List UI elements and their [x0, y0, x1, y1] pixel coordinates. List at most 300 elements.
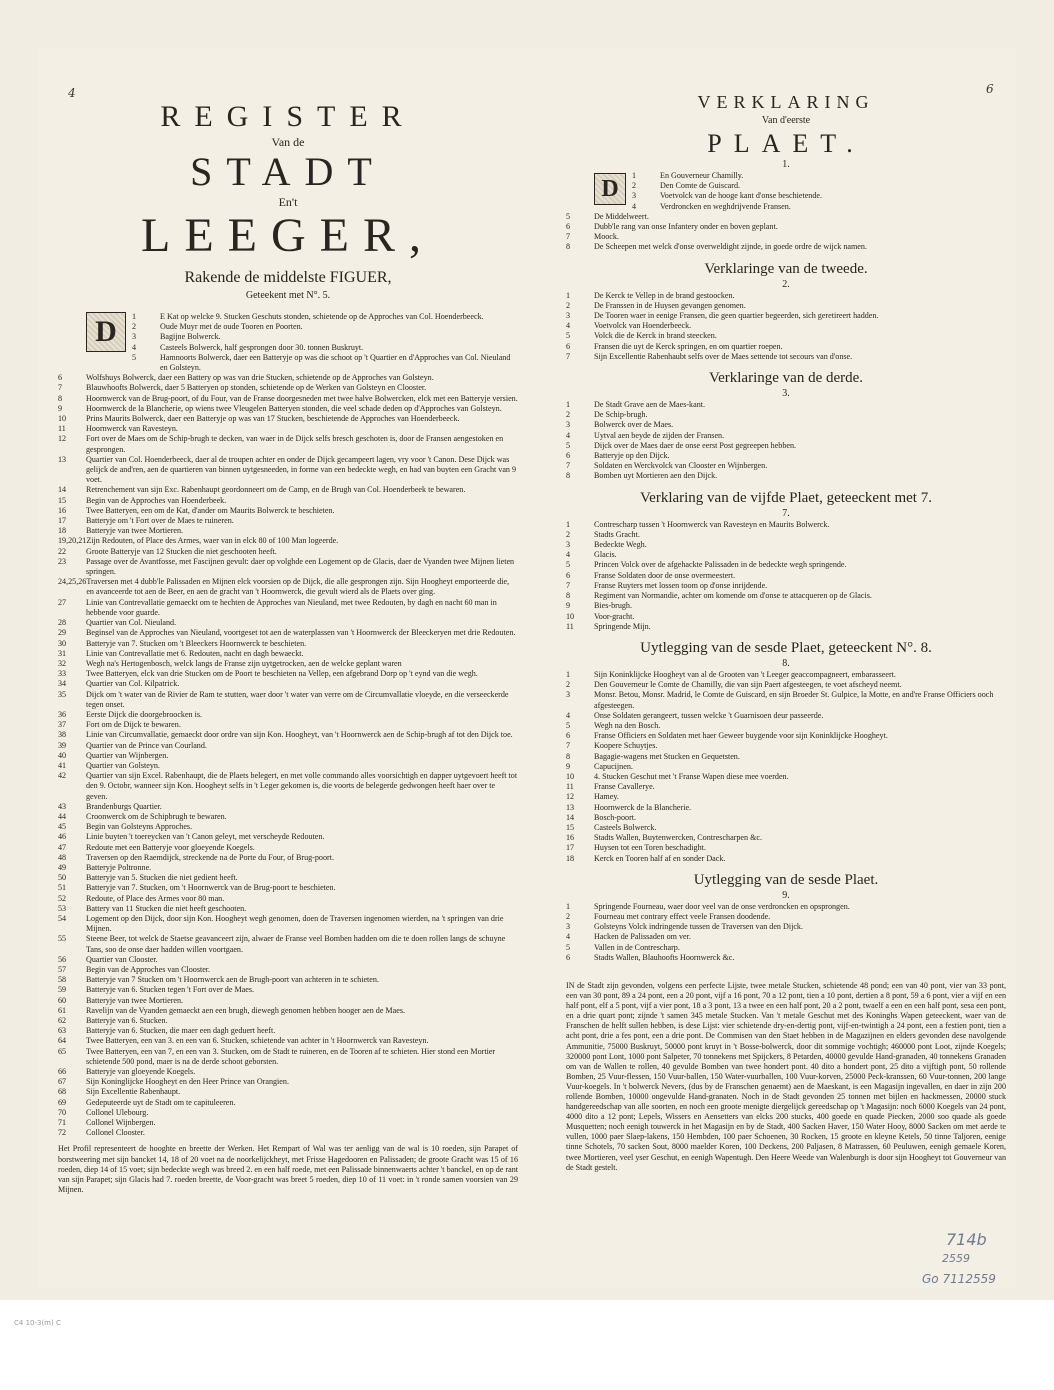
register-title-ent: En't: [278, 195, 298, 209]
section-2-list: [566, 291, 1006, 362]
register-title-van: Van de: [271, 135, 305, 149]
item-text: Battery van 11 Stucken die niet heeft geschooten.: [86, 903, 247, 913]
item-text: En Gouverneur Chamilly.: [660, 171, 744, 180]
item-text: Wegh na's Hertogenbosch, welck langs de Franse zijn uytgetrocken, aen de welcke geplant waren: [86, 658, 402, 668]
item-text: Fransen die uyt de Kerck springen, en om quartier roepen.: [594, 341, 783, 351]
item-text: Batteryje om 't Fort over de Maes te ruineren.: [86, 516, 234, 526]
list-item: [632, 202, 1006, 212]
item-text: Groote Batteryje van 12 Stucken die niet geschooten heeft.: [86, 546, 277, 556]
item-number: 7: [58, 383, 63, 393]
item-number: 8: [566, 242, 571, 252]
item-number: 11: [566, 621, 574, 631]
item-number: 10: [566, 611, 575, 621]
item-text: Quartier van Wijnbergen.: [86, 750, 169, 760]
item-text: Wolfshuys Bolwerck, daer een Battery op was van drie Stucken, schietende op de Approches van Golsteyn.: [86, 373, 434, 383]
item-text: Bomben uyt Mortieren aen den Dijck.: [594, 471, 718, 481]
handwritten-annotation-2: 2559: [942, 1252, 970, 1265]
item-text: Linie van Circumvallatie, gemaeckt door ordre van sijn Kon. Hoogheyt, van 't Hoornwerck aen de Schip-brugh af tot den Dijck toe.: [86, 730, 513, 740]
item-number: 42: [58, 771, 67, 781]
item-text: Quartier van sijn Excel. Rabenhaupt, die de Plaets belegert, en met volle commando alles voorsichtigh en dapper uytgevoert heeft tot den 9. Octobr, wanneer sijn Kon. Hoogheyt selfs in 't Leger gekomen is, die voorts de belegerde gedwongen heeft haer over te geven.: [86, 771, 518, 801]
list-item: [566, 301, 1006, 311]
item-number: 66: [58, 1067, 67, 1077]
item-number: 3: [132, 332, 137, 342]
item-number: 64: [58, 1036, 67, 1046]
list-item: [566, 520, 1006, 530]
item-number: 6: [566, 731, 571, 741]
item-text: Passage over de Avantfosse, met Fascijnen gevult: daer op volghde een Logement op de Glacis, daer de Vyanden twee Mijnen lieten springen.: [86, 556, 515, 577]
list-item: [58, 669, 518, 679]
item-number: 1: [132, 312, 137, 321]
item-number: 62: [58, 1016, 67, 1026]
list-item: [566, 471, 1006, 481]
list-item: [58, 812, 518, 822]
item-text: Linie buyten 't toereycken van 't Canon geleyt, met verscheyde Redouten.: [86, 832, 325, 842]
item-number: 11: [58, 424, 66, 434]
list-item: [566, 581, 1006, 591]
item-text: Dijck over de Maes daer de onse eerst Post gegreepen hebben.: [594, 440, 797, 450]
item-number: 12: [566, 792, 575, 802]
item-number: 5: [566, 560, 571, 570]
list-item: [58, 485, 518, 495]
list-item: [566, 680, 1006, 690]
section-1-list: [566, 171, 1006, 253]
item-text: Bosch-poort.: [594, 812, 637, 822]
list-item: [58, 577, 518, 597]
list-item: [58, 618, 518, 628]
item-text: De Stadt Grave aen de Maes-kant.: [594, 400, 706, 410]
list-item: [58, 1047, 518, 1067]
section-3-list: [566, 400, 1006, 482]
item-text: Eerste Dijck die doorgebroocken is.: [86, 709, 203, 719]
list-item: [58, 659, 518, 669]
item-text: Begin van Golsteyns Approches.: [86, 822, 193, 832]
item-number: 8: [566, 591, 571, 601]
item-number: 11: [566, 782, 574, 792]
list-item: [566, 772, 1006, 782]
item-text: Collonel Ulebourg.: [86, 1107, 149, 1117]
item-number: 5: [132, 352, 137, 362]
list-item: [132, 332, 518, 342]
list-item: [566, 400, 1006, 410]
item-text: Batteryje van 7 Stucken om 't Hoornwerck aen de Brugh-poort van achteren in te schieten.: [86, 975, 379, 985]
register-column: [58, 48, 518, 1195]
item-text: Batteryje van 5. Stucken die niet gedient heeft.: [86, 873, 238, 883]
item-text: Blauwhoofts Bolwerck, daer 5 Batteryen op stonden, schietende op de Werken van Golsteyn en Clooster.: [86, 383, 427, 393]
item-text: Soldaten en Werckvolck van Clooster en Wijnbergen.: [594, 461, 768, 471]
section-1-number: 1.: [782, 159, 790, 170]
verklaring-title-plaet: PLAET.: [707, 129, 865, 158]
item-number: 37: [58, 720, 67, 730]
list-item: [58, 526, 518, 536]
list-item: [566, 232, 1006, 242]
item-text: Logement op den Dijck, door sijn Kon. Hoogheyt wegh genomen, doen de Traversen ingenomen wierden, na 't springen van drie Mijnen.: [86, 913, 504, 934]
item-number: 19,20,21: [58, 536, 87, 546]
list-item: [58, 679, 518, 689]
item-number: 9: [566, 761, 571, 771]
item-text: Hoornwerck van de Brug-poort, of du Four, van de Franse doorgesneden met twee halve Bolwercken, elck met een Batteryje versien.: [86, 393, 518, 403]
section-3-title: Verklaringe van de derde.: [708, 370, 864, 387]
item-number: 2: [566, 680, 571, 690]
item-text: Voor-gracht.: [594, 611, 635, 621]
item-text: Croonwerck om de Schipbrugh te bewaren.: [86, 811, 227, 821]
list-item: [566, 571, 1006, 581]
item-number: 3: [566, 690, 571, 700]
item-number: 45: [58, 822, 67, 832]
item-text: Wegh na den Bosch.: [594, 720, 661, 730]
item-text: 4. Stucken Geschut met 't Franse Wapen diese mee voerden.: [594, 771, 789, 781]
item-text: E Kat op welcke 9. Stucken Geschuts stonden, schietende op de Approches van Col. Hoenderbeeck.: [160, 312, 484, 321]
item-number: 31: [58, 648, 67, 658]
list-item: [58, 822, 518, 832]
item-number: 38: [58, 730, 67, 740]
list-item: [58, 1036, 518, 1046]
item-text: Hoornwerck van Ravesteyn.: [86, 424, 178, 434]
item-number: 9: [566, 601, 571, 611]
item-number: 59: [58, 985, 67, 995]
item-number: 27: [58, 597, 67, 607]
item-number: 4: [132, 342, 137, 352]
item-text: De Middelweert.: [594, 211, 649, 221]
item-text: Quartier van Col. Nieuland.: [86, 618, 177, 628]
list-item: [566, 331, 1006, 341]
item-number: 56: [58, 954, 67, 964]
item-number: 39: [58, 740, 67, 750]
list-item: [58, 1026, 518, 1036]
list-item: [566, 311, 1006, 321]
item-text: Den Gouverneur le Comte de Chamilly, die van sijn Paert afgesteegen, te voet afscheyd neemt.: [594, 680, 902, 690]
item-text: Fourneau met contrary effect veele Fransen doodende.: [594, 911, 771, 921]
item-number: 1: [566, 519, 571, 529]
item-text: Bies-brugh.: [594, 601, 632, 611]
item-text: Bagagie-wagens met Stucken en Gequetsten.: [594, 751, 740, 761]
item-number: 72: [58, 1128, 67, 1138]
item-text: Sijn Koninklijcke Hoogheyt van al de Grooten van 't Leeger geaccompagneert, embarasseert.: [594, 669, 896, 679]
list-item: [566, 943, 1006, 953]
list-item: [58, 730, 518, 740]
item-number: 15: [566, 822, 575, 832]
item-number: 47: [58, 842, 67, 852]
item-number: 6: [566, 952, 571, 962]
item-number: 8: [566, 471, 571, 481]
item-text: Fort over de Maes om de Schip-brugh te decken, van waer in de Dijck selfs bresch geschoten is, door de Fransen aengestoken en gesprongen.: [86, 434, 504, 454]
list-item: [58, 1016, 518, 1026]
list-item: [566, 813, 1006, 823]
item-number: 23: [58, 556, 67, 566]
list-item: [58, 1006, 518, 1016]
item-number: 14: [58, 485, 67, 495]
item-text: De Kerck te Vellep in de brand gestoocken.: [594, 290, 735, 300]
item-number: 6: [566, 341, 571, 351]
handwritten-annotation-1: 714b: [946, 1230, 987, 1249]
item-number: 7: [566, 232, 571, 242]
item-number: 30: [58, 638, 67, 648]
item-text: Batteryje van twee Mortieren.: [86, 526, 184, 536]
list-item: [58, 1077, 518, 1087]
item-text: De Tooren waer in eenige Fransen, die geen quartier begeerden, sich geretireert hadden.: [594, 311, 879, 321]
list-item: [58, 1087, 518, 1097]
item-number: 41: [58, 760, 67, 770]
item-text: Franse Officiers en Soldaten met haer Geweer buygende voor sijn Koninklijcke Hoogheyt.: [594, 731, 888, 741]
list-item: [58, 771, 518, 802]
item-text: Princen Volck over de afgehackte Palissaden in de bedeckte wegh springende.: [594, 560, 847, 570]
item-text: Springende Fourneau, waer door veel van de onse verdroncken en opsprongen.: [594, 901, 850, 911]
item-number: 1: [566, 901, 571, 911]
list-item: [566, 953, 1006, 963]
item-text: Kerck en Tooren half af en sonder Dack.: [594, 853, 726, 863]
item-number: 7: [566, 580, 571, 590]
item-number: 4: [566, 550, 571, 560]
item-text: Stadts Wallen, Blauhoofts Hoornwerck &c.: [594, 952, 735, 962]
item-number: 7: [566, 461, 571, 471]
list-item: [58, 985, 518, 995]
item-text: Moock.: [594, 232, 619, 242]
item-text: Collonel Clooster.: [86, 1128, 145, 1138]
item-text: Batteryje van gloeyende Koegels.: [86, 1067, 196, 1077]
verklaring-column: [566, 48, 1006, 1173]
item-text: Linie van Contrevallatie gemaeckt om te hechten de Approches van Nieuland, met twee Redouten, by dagh en nacht 60 man in hebbende voor guarde.: [86, 597, 497, 617]
list-item: [58, 547, 518, 557]
section-5-number: 8.: [782, 657, 790, 669]
list-item: [566, 530, 1006, 540]
item-text: Oude Muyr met de oude Tooren en Poorten.: [160, 322, 303, 332]
item-number: 4: [566, 430, 571, 440]
item-number: 2: [566, 300, 571, 310]
item-text: Begin van de Approches van Clooster.: [86, 965, 211, 974]
section-3-number: 3.: [782, 388, 790, 400]
item-number: 67: [58, 1077, 67, 1087]
item-number: 6: [58, 373, 63, 383]
item-text: Glacis.: [594, 550, 617, 560]
list-item: [566, 291, 1006, 301]
item-number: 28: [58, 618, 67, 628]
item-number: 18: [58, 526, 67, 536]
list-item: [566, 352, 1006, 362]
list-item: [566, 591, 1006, 601]
item-number: 6: [566, 222, 571, 232]
item-text: Redoute met een Batteryje voor gloeyende Koegels.: [86, 842, 255, 852]
list-item: [58, 741, 518, 751]
item-text: Bedeckte Wegh.: [594, 540, 647, 550]
list-item: [58, 404, 518, 414]
item-number: 7: [566, 741, 571, 751]
item-text: Fort om de Dijck te bewaren.: [86, 720, 181, 730]
item-number: 5: [566, 440, 571, 450]
list-item: [58, 802, 518, 812]
list-item: [58, 394, 518, 404]
item-text: Dijck om 't water van de Rivier de Ram te stutten, waer door 't water van verre om de Circumvallatie vloeyde, en die verseeckerde tegen onset.: [86, 689, 509, 709]
item-text: De Franssen in de Huysen gevangen genomen.: [594, 300, 746, 310]
list-item: [58, 720, 518, 730]
section-2-title: Verklaringe van de tweede.: [704, 260, 868, 277]
list-item: [58, 832, 518, 842]
item-text: Bagijne Bolwerck.: [160, 332, 221, 342]
list-item: [566, 321, 1006, 331]
item-number: 55: [58, 934, 67, 944]
item-text: Linie van Contrevallatie met 6. Redouten, nacht en dagh bewaeckt.: [86, 648, 304, 658]
item-number: 13: [58, 454, 67, 464]
item-text: Twee Batteryen, een van 7, en een van 3. Stucken, om de Stadt te ruineren, en de Tooren af te schieten. Hier stond een Mortier schietende 500 pond, maer is na de derde schoot geborsten.: [86, 1046, 496, 1066]
item-number: 35: [58, 689, 67, 699]
item-text: Batteryje van 6. Stucken, die maer een dagh geduert heeft.: [86, 1026, 276, 1036]
item-text: Quartier van Col. Kilpatrick.: [86, 679, 180, 689]
item-number: 65: [58, 1046, 67, 1056]
list-item: [566, 721, 1006, 731]
list-item: [58, 853, 518, 863]
item-text: Hamey.: [594, 792, 619, 802]
list-item: [632, 171, 1006, 181]
list-item: [58, 383, 518, 393]
register-title: REGISTER: [160, 100, 416, 133]
item-text: Batteryje van 6. Stucken tegen 't Fort over de Maes.: [86, 985, 255, 995]
item-number: 4: [566, 932, 571, 942]
item-number: 8: [566, 751, 571, 761]
item-number: 1: [566, 669, 571, 679]
item-text: Uytval aen beyde de zijden der Fransen.: [594, 430, 725, 440]
list-item: [58, 863, 518, 873]
item-text: Batteryje op den Dijck.: [594, 451, 670, 461]
section-6-number: 9.: [782, 889, 790, 901]
list-item: [58, 455, 518, 486]
item-number: 3: [566, 540, 571, 550]
list-item: [58, 965, 518, 975]
item-text: Casteels Bolwerck, half gesprongen door 30. tonnen Buskruyt.: [160, 342, 364, 352]
list-item: [58, 373, 518, 383]
item-text: Hoornwerck de la Blancherie.: [594, 802, 692, 812]
page-number-right: 6: [986, 82, 994, 96]
item-number: 17: [566, 843, 575, 853]
list-item: [566, 762, 1006, 772]
item-text: Batteryje Poltronne.: [86, 862, 152, 872]
section-6-list: [566, 902, 1006, 963]
list-item: [566, 670, 1006, 680]
item-number: 69: [58, 1097, 67, 1107]
list-item: [566, 843, 1006, 853]
verklaring-dropcap: D: [594, 173, 626, 205]
list-item: [58, 496, 518, 506]
item-text: Prins Maurits Bolwerck, daer een Batteryje op was van 17 Stucken, beschietende de Approches van Hoenderbeeck.: [86, 414, 460, 424]
item-number: 51: [58, 883, 67, 893]
list-item: [58, 649, 518, 659]
list-item: [566, 420, 1006, 430]
list-item: [58, 914, 518, 934]
list-item: [566, 932, 1006, 942]
profile-note: Het Profil representeert de hooghte en breette der Werken. Het Rempart of Wal was ter aenligg van de wal is 10 roeden, sijn Parapet of borstweering met sijn bancket 14, 18 of 20 voet na de noorkelijckheyt, met Frisse Hagedooren en Palissaden; de groote Gracht was 15 of 16 roeden, diep 14 of 15 voet; sijn bedeckte wegh was breed 2. en een half roede, met een Palissade binnenwaerts achter 't banckel, en op de rant van sijn Parapet; sijn Glacis had 7. roeden breette, de Voor-gracht was breet 5 roeden, diep 10 of 11 voet: in 't ronde samen voorsien van 29 Mijnen.: [58, 1144, 518, 1194]
list-item: [58, 883, 518, 893]
list-item: [58, 710, 518, 720]
list-item: [566, 711, 1006, 721]
item-number: 34: [58, 679, 67, 689]
register-subtitle: Rakende de middelste FIGUER,: [184, 269, 392, 286]
item-text: Quartier van Clooster.: [86, 954, 158, 964]
list-item: [566, 622, 1006, 632]
item-text: Franse Cavallerye.: [594, 782, 655, 792]
list-item: [566, 792, 1006, 802]
item-number: 40: [58, 750, 67, 760]
section-6-title: Uytlegging van de sesde Plaet.: [693, 871, 879, 888]
item-text: Redoute, of Place des Armes voor 80 man.: [86, 893, 225, 903]
item-text: Voetvolck van de hooge kant d'onse beschietende.: [660, 191, 823, 201]
item-text: Traversen op den Raemdijck, streckende na de Porte du Four, of Brug-poort.: [86, 852, 334, 862]
item-text: Gedeputeerde uyt de Stadt om te capituleeren.: [86, 1097, 236, 1107]
item-text: Quartier van Golsteyn.: [86, 760, 160, 770]
list-item: [58, 934, 518, 954]
item-text: Franse Soldaten door de onse overmeestert.: [594, 570, 736, 580]
item-text: Sijn Excellentie Rabenhaupt.: [86, 1087, 181, 1097]
item-text: Huysen tot een Toren beschadight.: [594, 843, 706, 853]
item-number: 4: [632, 201, 637, 211]
list-item: [58, 1098, 518, 1108]
section-2-number: 2.: [782, 278, 790, 290]
item-number: 4: [566, 710, 571, 720]
item-number: 15: [58, 495, 67, 505]
item-text: Onse Soldaten gerangeert, tussen welcke 't Guarnisoen deur passeerde.: [594, 710, 824, 720]
item-text: Batteryje van 7. Stucken, om 't Hoornwerck van de Brug-poort te beschieten.: [86, 883, 336, 893]
item-text: Batteryje van 6. Stucken.: [86, 1016, 168, 1026]
list-item: [58, 1108, 518, 1118]
item-number: 12: [58, 434, 67, 444]
item-number: 68: [58, 1087, 67, 1097]
list-item: [58, 639, 518, 649]
list-item: [566, 823, 1006, 833]
item-text: Casteels Bolwerck.: [594, 822, 657, 832]
list-item: [58, 536, 518, 546]
list-item: [566, 854, 1006, 864]
item-number: 10: [566, 771, 575, 781]
item-text: Brandenburgs Quartier.: [86, 801, 162, 811]
item-text: Regiment van Normandie, achter om komende om d'onse te attacqueren op de Glacis.: [594, 591, 872, 601]
item-number: 36: [58, 709, 67, 719]
item-number: 3: [566, 311, 571, 321]
item-text: Contrescharp tussen 't Hoornwerck van Ravesteyn en Maurits Bolwerck.: [594, 519, 830, 529]
item-text: Vallen in de Contrescharp.: [594, 942, 680, 952]
item-number: 63: [58, 1026, 67, 1036]
list-item: [566, 902, 1006, 912]
list-item: [58, 1118, 518, 1128]
item-number: 3: [566, 922, 571, 932]
item-text: Monsr. Betou, Monsr. Madrid, le Comte de Guiscard, en sijn Broeder St. Gulpice, la Motte, en and're Franse Officiers ooch afgesteegen.: [594, 690, 994, 710]
list-item: [58, 1128, 518, 1138]
closing-paragraph: IN de Stadt zijn gevonden, volgens een perfecte Lijste, twee metale Stucken, schietende 48 pond; een van 40 pont, vier van 33 pont, een van 30 pont, 89 a 24 pont, een a 20 pont, vijf a 16 pont, 70 a 12 pont, tien a 10 pont, dertien a 8 pont, 59 a 6 pont, vier a vijf en een half pont, elf a 5 pont, vijf a vier pont, 18 a 3 pont, 13 a twee en een half pont, 20 a 2 pont, twaelf a een en een half pont, sesa een pont, en a drie quart pont; zijnde 't samen 345 metale Stucken. Van 't metale Geschut met des Koninghs Wapen geteeckent, waer van de Franschen de helft sullen hebben, is dese Lijst: vier schietende dry-en-dertig pont, vijf-en-twintigh a 24 pont, een a festien pont, tien a acht pont, drie a fes pont, een a drie pont. De Commisen van den Staet hebben in de Magazijnen en elders gevonden dese navolgende Ammunitie, 75000 Buskruyt, 50000 pont kruyt in 't Bosse-bolwerck, door dit sommige vochtigh; 460000 pont Loot, zijnde Koegels; 320000 pont Lont, 1000 pont Salpeter, 70 tonnekens met Spijckers, 8 Petarden, 40000 gevulde Hand-granaden, 40 tonnekens Granaden om van de Wallen te rollen, 40 gevulde Bomben van twee hondert pont. 40 dito a hondert pont, 25 dito a vijftigh pont, 50 rollende Bomben, 25 Vuur-flessen, 150 Vuur-ballen, 150 Water-vuurballen, 100 Vuur-korven, 25000 Peck-kranssen, 60 Vuur-tonnen, 200 lange Vuur-koegels. In 't bolwerck Nevers, (dus by de Franschen genaemt) aen de Maeskant, is een Magasijn ingevallen, en daer in zijn 200 rollende Bomben, 10000 ongevulde Hand-granaten. Noch in de Stadt gevonden 25 tonnen met bijlen en hackmessen, 20000 stuck handgereedschap van alle soorten, en noch een groote menigte diergelijck gereedschap op 't Magasijn: noch 6000 Koegels van 24 pont, 4000 dito a 12 pont; Lepels, Wissers en Aensetters van elcks 200 stucks, 400 goede en quade Piecken, 2000 soo quade als goede Musquetten; noch eenigh touwerck in het Magasijn en by de Stadt, 400 Sacken Haver, 150 Water Hooy, 8000 Sacken om met aerde te vullen, 1000 paer Slaep-lakens, 150 Hembden, 100 paer Schoenen, 30 Rocken, 15 groote en kleyne Ketels, 50 tinne Taljoren, eenige tinne Schotels, 70 sacken Sout, 8000 maelder Koren, 100 Deckens, 200 Paljasen, 8 Matrassen, 60 Peuluwen, eenigh gemaele Koren, twee Mortieren, veel yser Geschut, en eenigh Wapentugh. Den Heere Weede van Walenburgh is door sijn Hoogheyt tot Gouverneur van de Stadt gestelt.: [566, 980, 1006, 1172]
item-text: Sijn Koninglijcke Hoogheyt en den Heer Prince van Orangien.: [86, 1077, 289, 1087]
item-number: 29: [58, 628, 67, 638]
item-number: 5: [566, 942, 571, 952]
item-number: 32: [58, 658, 67, 668]
item-text: Volck die de Kerck in brand steecken.: [594, 331, 717, 341]
item-number: 7: [566, 351, 571, 361]
list-item: [632, 191, 1006, 201]
list-item: [566, 612, 1006, 622]
item-number: 13: [566, 802, 575, 812]
list-item: [566, 560, 1006, 570]
list-item: [566, 441, 1006, 451]
item-number: 16: [58, 505, 67, 515]
item-number: 1: [566, 400, 571, 410]
item-text: Koopere Schuytjes.: [594, 741, 658, 751]
item-number: 1: [566, 290, 571, 300]
item-text: Zijn Redouten, of Place des Armes, waer van in elck 80 of 100 Man logeerde.: [86, 536, 339, 546]
item-text: Twee Batteryen, een om de Kat, d'ander om Maurits Bolwerck te beschieten.: [86, 505, 335, 515]
list-item: [566, 731, 1006, 741]
item-number: 43: [58, 801, 67, 811]
item-number: 24,25,26: [58, 577, 87, 587]
section-5-list: [566, 670, 1006, 864]
list-item: [58, 516, 518, 526]
item-number: 14: [566, 812, 575, 822]
item-number: 10: [58, 414, 67, 424]
item-number: 2: [566, 410, 571, 420]
item-text: Beginsel van de Approches van Nieuland, voortgeset tot aen de waterplassen van 't Hoornwerck der Bleeckeryen met drie Redouten.: [86, 628, 516, 638]
item-number: 18: [566, 853, 575, 863]
